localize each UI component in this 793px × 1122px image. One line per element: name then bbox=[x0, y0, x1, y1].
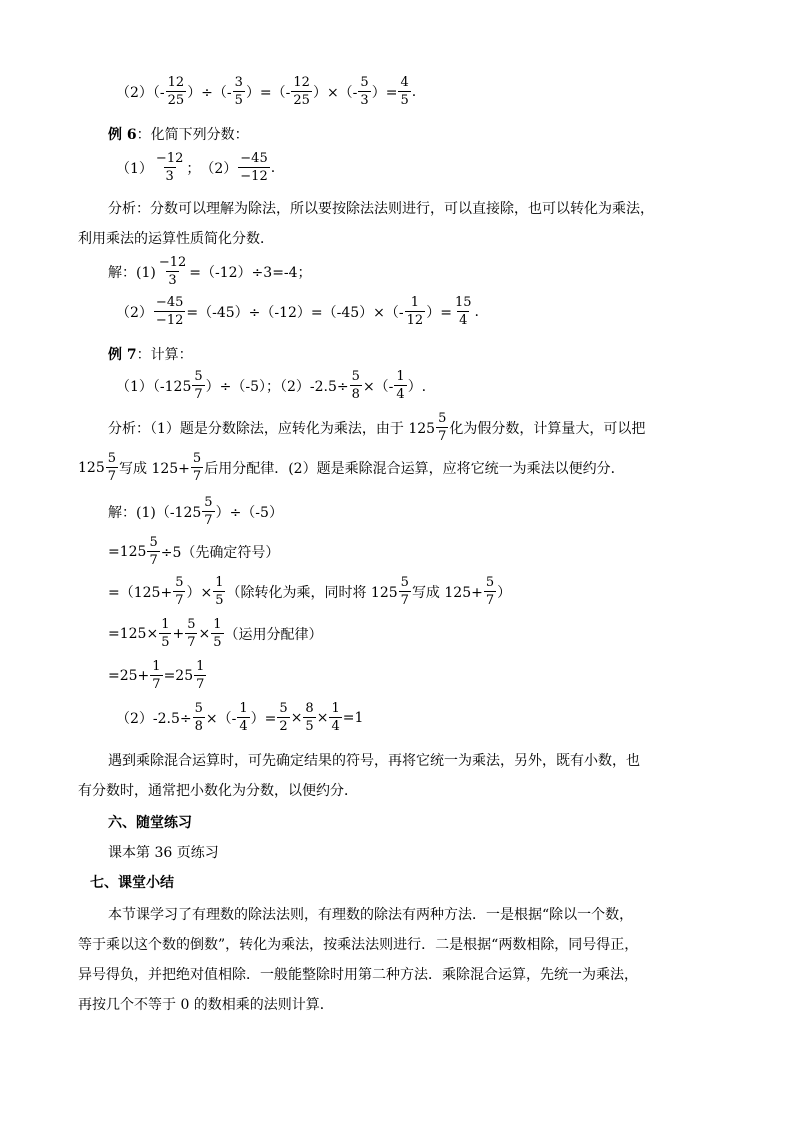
text: 遇到乘除混合运算时，可先确定结果的符号，再将它统一为乘法，另外，既有小数，也 bbox=[108, 753, 640, 769]
fraction: $\frac{1}{7}$ bbox=[196, 659, 205, 692]
fraction: $\frac{1}{12}$ bbox=[406, 295, 424, 328]
fraction: $\frac{5}{7}$ bbox=[192, 451, 202, 484]
example7-problems bbox=[116, 370, 426, 401]
analysis6-line2 bbox=[78, 228, 274, 248]
text: ）= bbox=[371, 84, 398, 101]
text: ×（- bbox=[362, 378, 394, 395]
example-title: ：计算： bbox=[136, 347, 193, 363]
example6-problems bbox=[116, 152, 275, 183]
fraction: $\frac{5}{7}$ bbox=[400, 575, 409, 608]
fraction: $\frac{5}{7}$ bbox=[149, 535, 158, 568]
fraction: $\frac{1}{4}$ bbox=[331, 701, 340, 734]
text: =125 bbox=[108, 543, 147, 560]
text: 写成 125+ bbox=[119, 460, 190, 477]
text: 有分数时，通常把小数化为分数，以便约分． bbox=[78, 783, 358, 799]
fraction: $\frac{-12}{3}$ bbox=[155, 151, 184, 184]
text: （除转化为乘，同时将 125 bbox=[226, 584, 398, 601]
fraction: $\frac{12}{25}$ bbox=[167, 75, 185, 108]
solution7-step1 bbox=[108, 496, 283, 527]
fraction: $\frac{5}{7}$ bbox=[187, 617, 196, 650]
text: =1 bbox=[342, 709, 364, 726]
section-heading: 六、随堂练习 bbox=[108, 815, 192, 831]
example-label: 例 7 bbox=[108, 347, 137, 363]
text: =25 bbox=[163, 667, 194, 684]
text: 异号得负，并把绝对值相除．一般能整除时用第二种方法．乘除混合运算，先统一为乘法， bbox=[78, 967, 638, 983]
fraction: $\frac{5}{7}$ bbox=[438, 411, 447, 444]
fraction: $\frac{1}{5}$ bbox=[215, 575, 224, 608]
text: ）=（- bbox=[245, 84, 291, 101]
text: ）×（- bbox=[312, 84, 358, 101]
fraction: $\frac{1}{7}$ bbox=[152, 659, 161, 692]
fraction: $\frac{5}{7}$ bbox=[204, 495, 213, 528]
text: 解：(1) bbox=[108, 264, 156, 281]
fraction: $\frac{-45}{-12}$ bbox=[155, 295, 184, 328]
note-line1 bbox=[108, 750, 640, 770]
text: 125 bbox=[78, 459, 105, 476]
text: =（-45）÷（-12）=（-45）×（- bbox=[186, 304, 404, 321]
example6-heading bbox=[108, 124, 249, 144]
section7-title bbox=[90, 872, 174, 892]
text: ）. bbox=[407, 378, 427, 395]
fraction: $\frac{15}{4}$ bbox=[454, 295, 472, 328]
text: （2）（- bbox=[116, 84, 165, 101]
section6-title bbox=[108, 812, 192, 832]
example5-part2-line bbox=[116, 76, 416, 107]
text: （2）-2.5÷ bbox=[116, 710, 192, 727]
text: × bbox=[316, 709, 329, 726]
solution6-part2 bbox=[116, 296, 479, 327]
text: 后用分配律．(2）题是乘除混合运算，应将它统一为乘法以便约分． bbox=[204, 460, 625, 477]
text: ×（- bbox=[205, 710, 237, 727]
solution7-step4 bbox=[108, 618, 323, 649]
text: （1）（-125 bbox=[116, 378, 192, 395]
text: ）× bbox=[186, 584, 213, 601]
text: × bbox=[290, 709, 303, 726]
example7-heading bbox=[108, 344, 193, 364]
fraction: $\frac{5}{2}$ bbox=[279, 701, 288, 734]
solution7-step3 bbox=[108, 576, 511, 607]
analysis7-line2 bbox=[78, 452, 625, 483]
fraction: $\frac{1}{4}$ bbox=[239, 701, 248, 734]
solution6-part1 bbox=[108, 256, 312, 287]
fraction: $\frac{-12}{3}$ bbox=[158, 255, 187, 288]
example-title: ：化简下列分数： bbox=[136, 127, 249, 143]
text: =25+ bbox=[108, 667, 150, 684]
fraction: $\frac{-45}{-12}$ bbox=[240, 151, 268, 184]
text: 分析：（1）题是分数除法，应转化为乘法，由于 125 bbox=[108, 420, 436, 437]
fraction: $\frac{1}{5}$ bbox=[161, 617, 170, 650]
text: 课本第 36 页练习 bbox=[108, 845, 219, 861]
fraction: $\frac{12}{25}$ bbox=[293, 75, 310, 108]
summary-line3 bbox=[78, 964, 638, 984]
example-label: 例 6 bbox=[108, 127, 137, 143]
text: 化为假分数，计算量大，可以把 bbox=[449, 420, 646, 437]
section6-text bbox=[108, 842, 219, 862]
text: 利用乘法的运算性质简化分数． bbox=[78, 231, 274, 247]
text: 分析：分数可以理解为除法，所以要按除法法则进行，可以直接除，也可以转化为乘法， bbox=[108, 201, 654, 217]
text: . bbox=[474, 303, 479, 320]
text: . bbox=[270, 159, 276, 176]
text: ）÷（- bbox=[187, 84, 232, 101]
solution7-step2 bbox=[108, 536, 279, 567]
text: 等于乘以这个数的倒数”，转化为乘法，按乘法法则进行．二是根据“两数相除，同号得正， bbox=[78, 937, 639, 953]
text: =（125+ bbox=[108, 584, 173, 601]
summary-line2 bbox=[78, 934, 638, 954]
text: 再按几个不等于 0 的数相乘的法则计算． bbox=[78, 997, 334, 1013]
text: ； （2） bbox=[186, 160, 238, 177]
text: ）= bbox=[426, 304, 452, 321]
solution7-part2 bbox=[116, 702, 363, 733]
analysis6-line1 bbox=[108, 198, 654, 218]
analysis7-line1 bbox=[108, 412, 645, 443]
text: ）÷（-5）；（2）-2.5÷ bbox=[205, 378, 349, 395]
text: （2） bbox=[116, 304, 153, 321]
note-line2 bbox=[78, 780, 358, 800]
text: （运用分配律） bbox=[224, 626, 323, 643]
text: ）÷（-5） bbox=[215, 504, 283, 521]
fraction: $\frac{3}{5}$ bbox=[234, 75, 243, 108]
text: ）= bbox=[250, 710, 277, 727]
text: ） bbox=[497, 584, 512, 601]
solution7-step5 bbox=[108, 660, 207, 691]
text: ÷5（先确定符号） bbox=[160, 544, 280, 561]
summary-line1 bbox=[108, 904, 633, 924]
fraction: $\frac{5}{7}$ bbox=[175, 575, 184, 608]
text: 写成 125+ bbox=[411, 584, 483, 601]
fraction: $\frac{5}{7}$ bbox=[194, 369, 203, 402]
text: × bbox=[198, 625, 211, 642]
fraction: $\frac{5}{7}$ bbox=[485, 575, 495, 608]
fraction: $\frac{1}{5}$ bbox=[213, 617, 222, 650]
fraction: $\frac{1}{4}$ bbox=[396, 369, 405, 402]
text: =125× bbox=[108, 625, 159, 642]
text: + bbox=[172, 625, 185, 642]
text: . bbox=[411, 83, 417, 100]
summary-line4 bbox=[78, 994, 334, 1014]
fraction: $\frac{8}{5}$ bbox=[305, 701, 314, 734]
text: =（-12）÷3=-4； bbox=[189, 264, 312, 281]
text: 本节课学习了有理数的除法法则，有理数的除法有两种方法．一是根据“除以一个数， bbox=[108, 907, 634, 923]
fraction: $\frac{5}{3}$ bbox=[360, 75, 369, 108]
fraction: $\frac{4}{5}$ bbox=[400, 75, 409, 108]
text: 解：(1)（-125 bbox=[108, 504, 202, 521]
section-heading: 七、课堂小结 bbox=[90, 875, 174, 891]
fraction: $\frac{5}{7}$ bbox=[107, 451, 117, 484]
fraction: $\frac{5}{8}$ bbox=[194, 701, 203, 734]
text: （1） bbox=[116, 160, 153, 177]
fraction: $\frac{5}{8}$ bbox=[351, 369, 360, 402]
